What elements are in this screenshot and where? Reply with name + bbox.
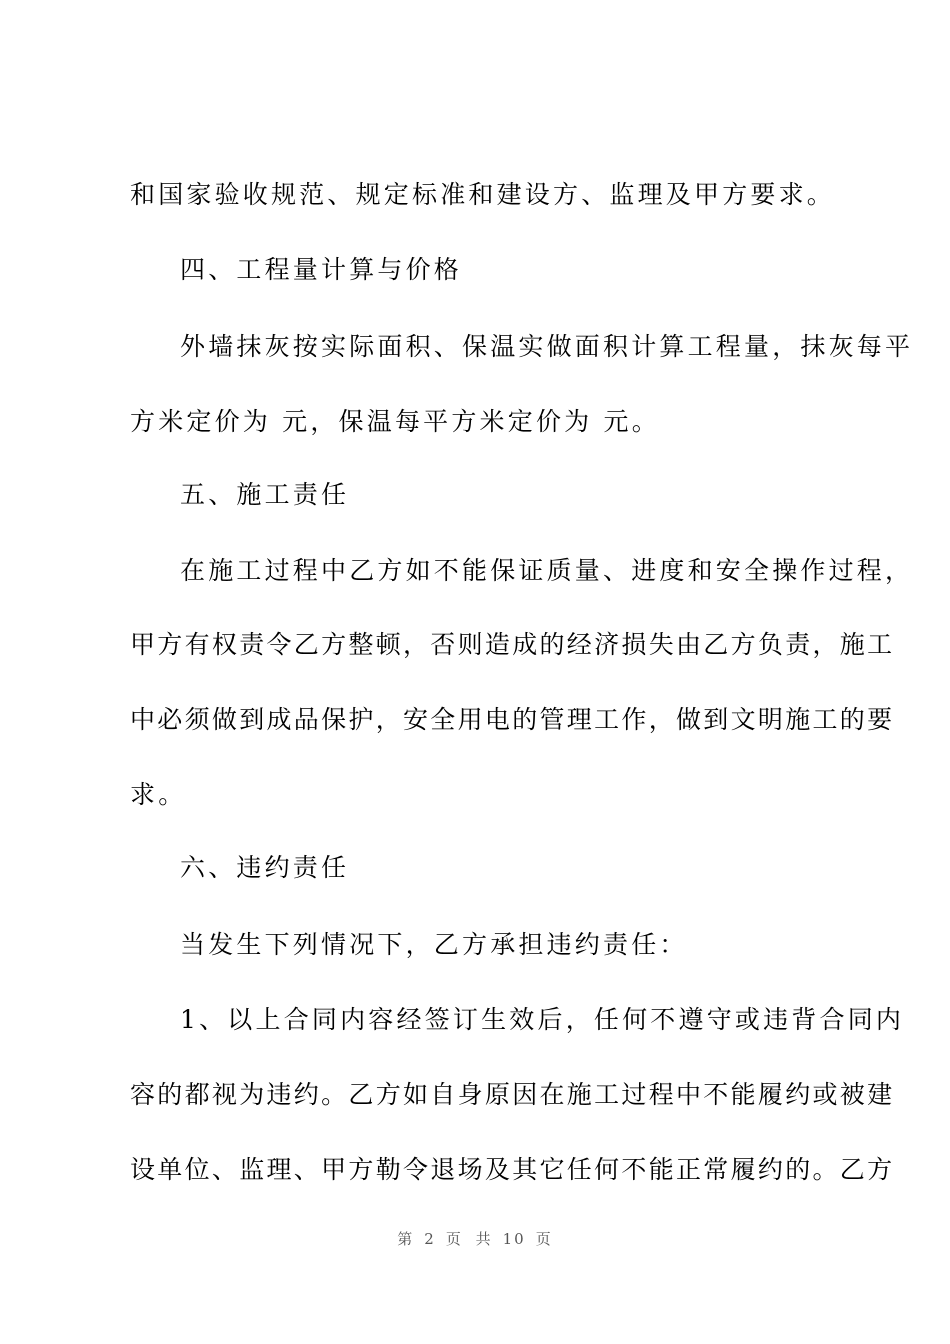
page-footer <box>0 1228 950 1249</box>
paragraph-line: 求。 <box>130 780 187 809</box>
paragraph-line: 1、以上合同内容经签订生效后，任何不遵守或违背合同内 <box>180 1005 905 1034</box>
footer-of-label: 页 共 <box>445 1230 493 1248</box>
footer-end-label: 页 <box>535 1230 553 1248</box>
paragraph-line: 方米定价为 元，保温每平方米定价为 元。 <box>130 407 660 436</box>
paragraph-line: 在施工过程中乙方如不能保证质量、进度和安全操作过程， <box>180 556 914 585</box>
footer-current-page: 2 <box>424 1230 436 1248</box>
paragraph-line: 设单位、监理、甲方勒令退场及其它任何不能正常履约的。乙方 <box>130 1155 895 1184</box>
paragraph-line: 容的都视为违约。乙方如自身原因在施工过程中不能履约或被建 <box>130 1080 895 1109</box>
footer-page-label: 第 <box>397 1230 415 1248</box>
paragraph-line: 当发生下列情况下，乙方承担违约责任： <box>180 930 688 959</box>
section-heading: 六、违约责任 <box>180 853 350 882</box>
section-heading: 五、施工责任 <box>180 480 350 509</box>
paragraph-line: 甲方有权责令乙方整顿，否则造成的经济损失由乙方负责，施工 <box>130 630 895 659</box>
section-heading: 四、工程量计算与价格 <box>180 255 463 284</box>
paragraph-line: 外墙抹灰按实际面积、保温实做面积计算工程量，抹灰每平 <box>180 332 914 361</box>
footer-total-pages: 10 <box>502 1230 526 1248</box>
paragraph-line: 和国家验收规范、规定标准和建设方、监理及甲方要求。 <box>130 180 836 209</box>
paragraph-line: 中必须做到成品保护，安全用电的管理工作，做到文明施工的要 <box>130 705 895 734</box>
